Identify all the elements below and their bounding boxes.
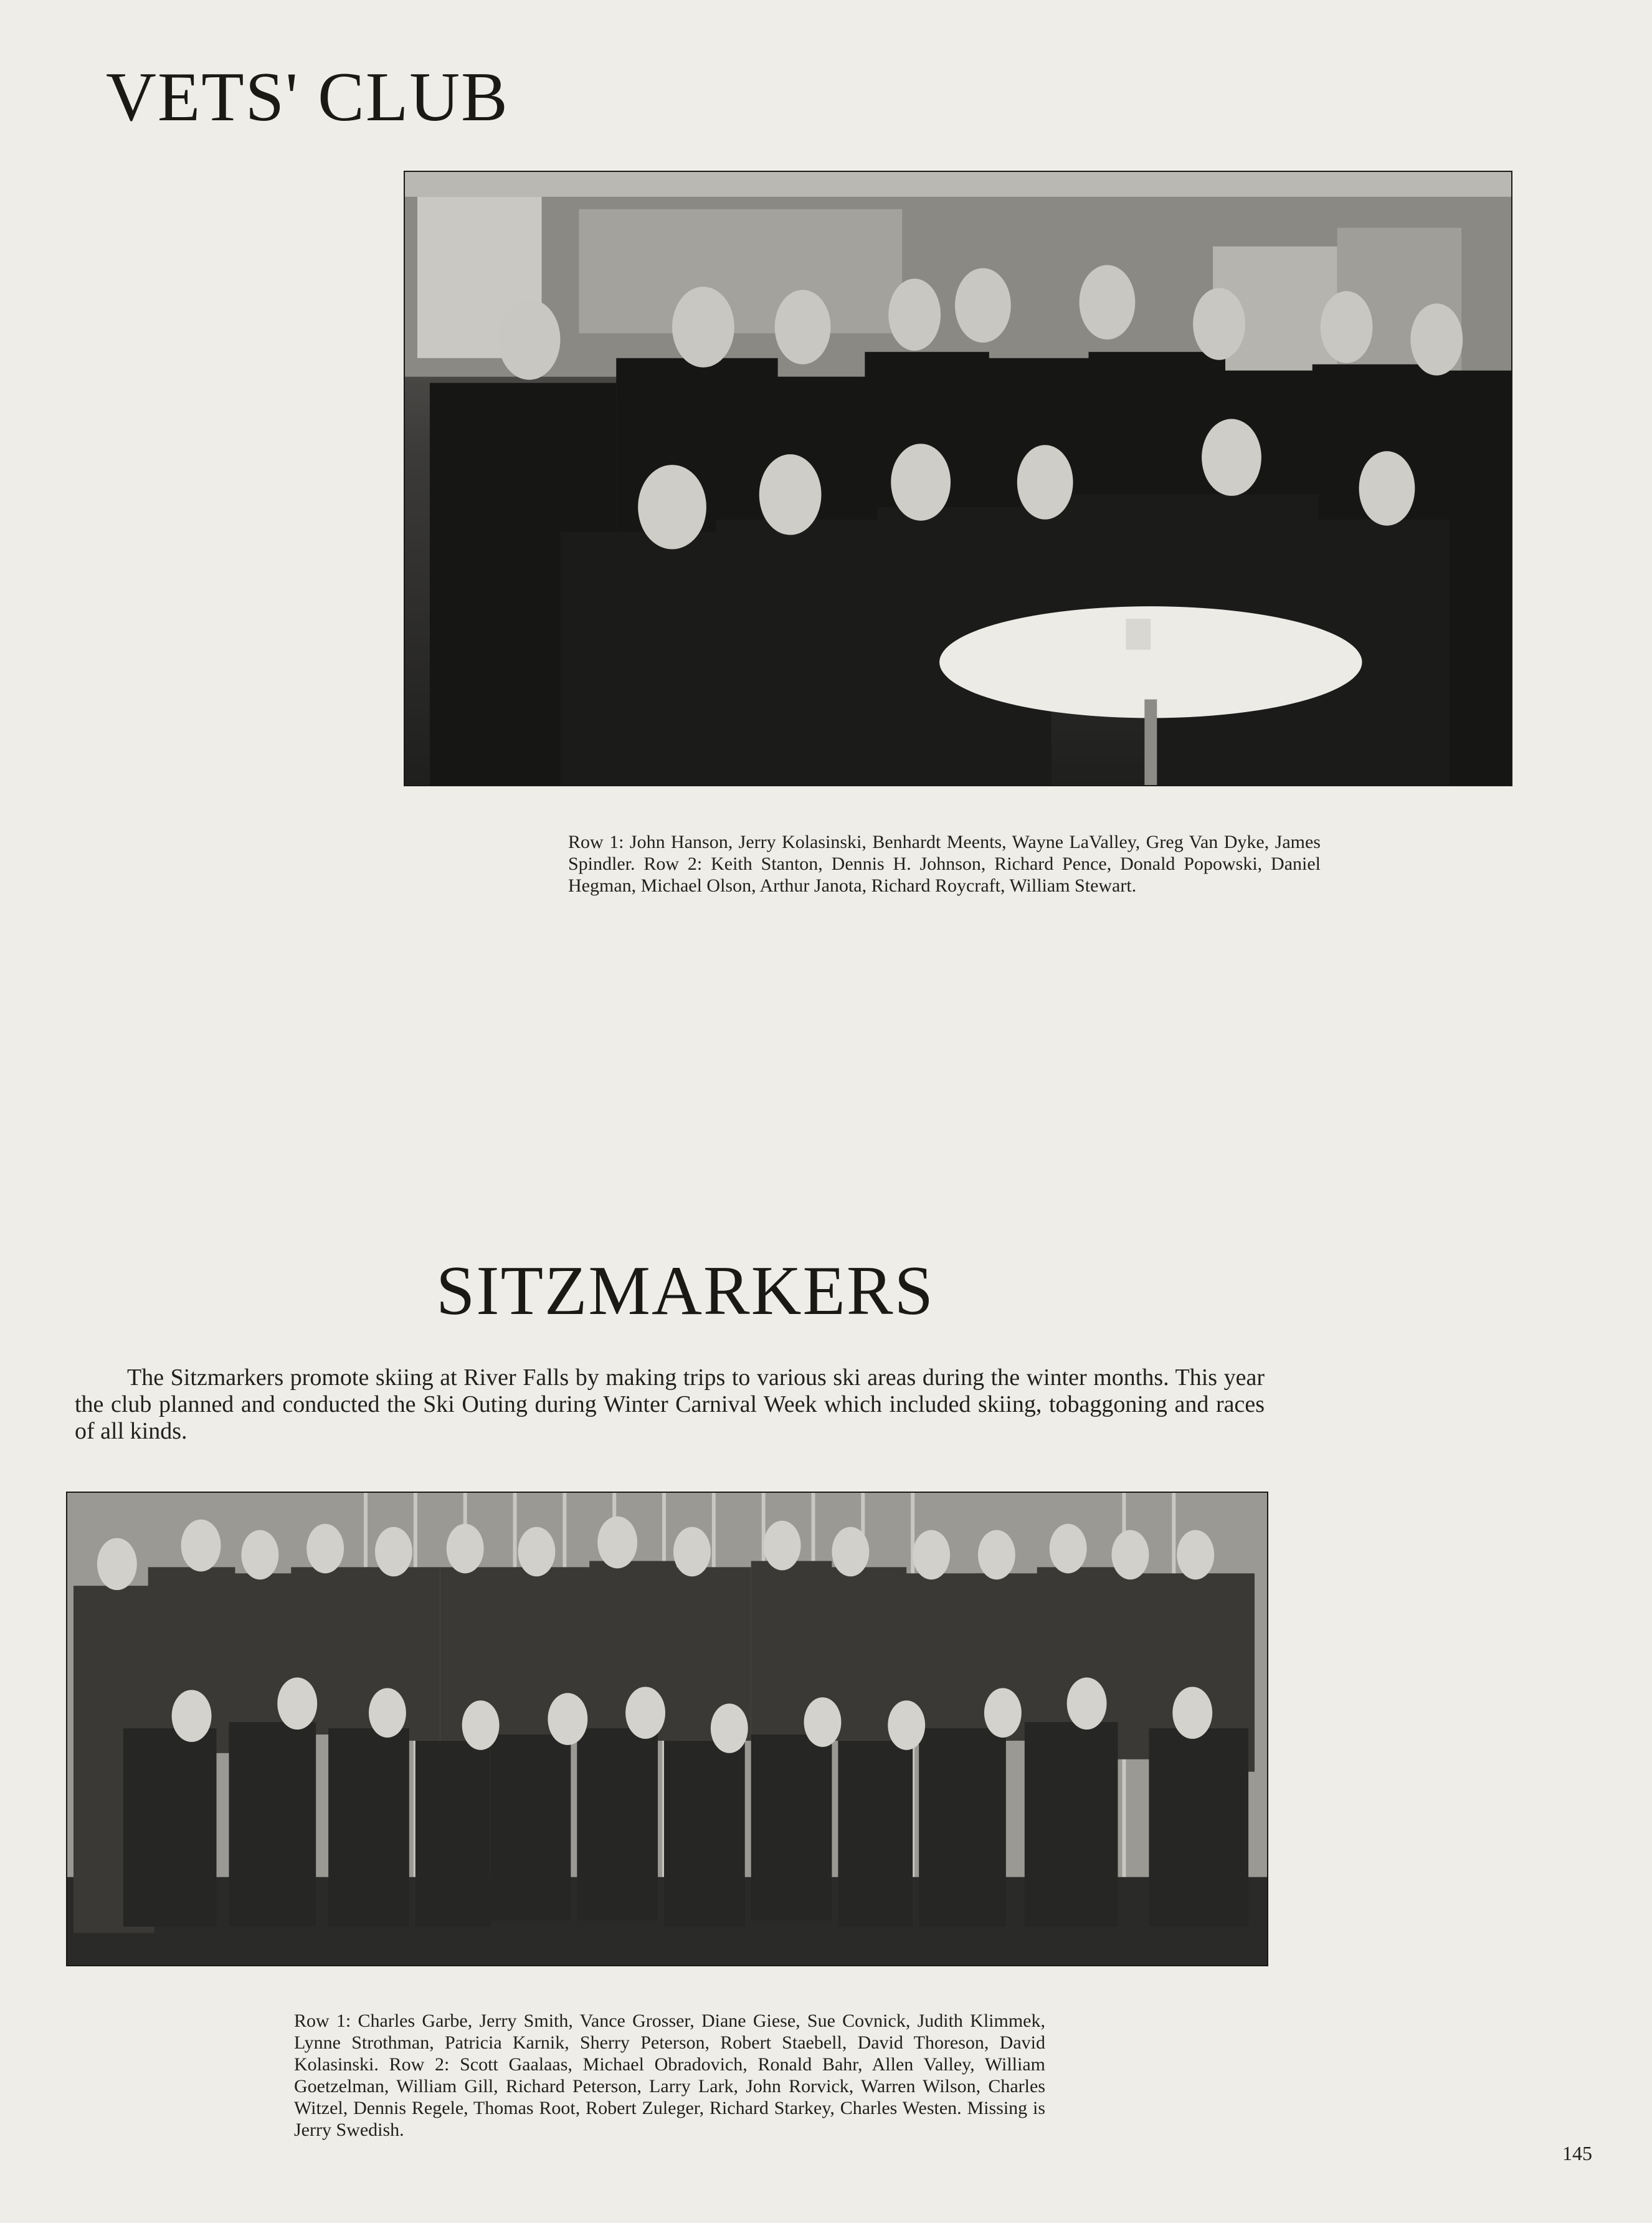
sitzmarkers-title: SITZMARKERS [436, 1252, 934, 1330]
sitzmarkers-description: The Sitzmarkers promote skiing at River Falls by making trips to various ski areas during the winter months. This year the club planned and conducted the Ski Outing during Winter Carnival Week which included skiing, tobaggoning and races of all kinds. [75, 1364, 1265, 1444]
vets-club-title: VETS' CLUB [106, 59, 509, 136]
sitzmarkers-photo-image [67, 1493, 1267, 1965]
sitzmarkers-caption: Row 1: Charles Garbe, Jerry Smith, Vance Grosser, Diane Giese, Sue Covnick, Judith Klimmek, Lynne Strothman, Patricia Karnik, Sherry Peterson, Robert Staebell, David Thoreson, David Kolasinski. Row 2: Scott Gaalaas, Michael Obradovich, Ronald Bahr, Allen Valley, William Goetzelman, William Gill, Richard Peterson, Larry Lark, John Rorvick, Warren Wilson, Charles Witzel, Dennis Regele, Thomas Root, Robert Zuleger, Richard Starkey, Charles Westen. Missing is Jerry Swedish. [294, 2011, 1045, 2140]
page-number: 145 [1562, 2142, 1592, 2164]
vets-club-photo-image [405, 172, 1511, 785]
vets-club-caption: Row 1: John Hanson, Jerry Kolasinski, Benhardt Meents, Wayne LaValley, Greg Van Dyke, James Spindler. Row 2: Keith Stanton, Dennis H. Johnson, Richard Pence, Donald Popowski, Daniel Hegman, Michael Olson, Arthur Janota, Richard Roycraft, William Stewart. [568, 832, 1321, 896]
vets-club-photo [404, 171, 1512, 786]
sitzmarkers-photo [66, 1492, 1268, 1966]
